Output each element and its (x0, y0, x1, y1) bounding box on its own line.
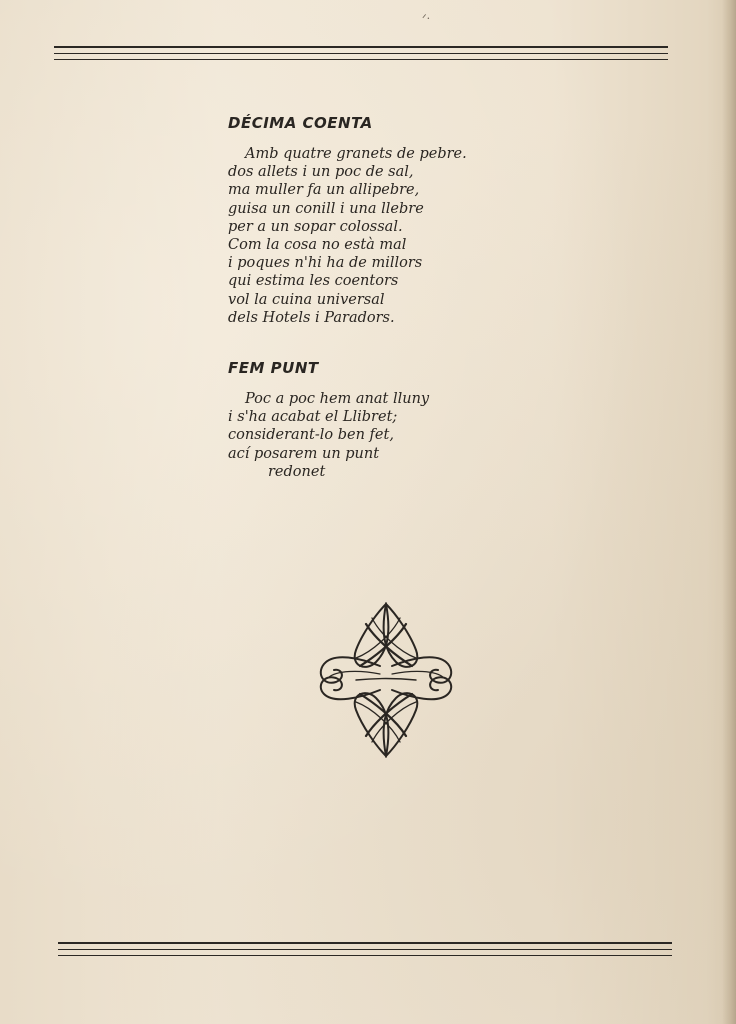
rule-line (54, 46, 668, 48)
page-edge-shadow (722, 0, 736, 1024)
top-double-rule (54, 46, 668, 65)
poem-line: vol la cuina universal (228, 291, 385, 308)
poem-fem-punt (228, 359, 528, 481)
poem-line: ma muller fa un allipebre, (228, 182, 420, 199)
rule-line (58, 949, 672, 950)
rule-line (54, 59, 668, 60)
poem-line: redonet (268, 463, 326, 480)
poem-line: per a un sopar colossal. (228, 218, 403, 235)
poem-line: ací posarem un punt (228, 445, 380, 462)
poem-line: considerant-lo ben fet, (228, 427, 394, 444)
rule-line (54, 53, 668, 54)
poem-line: Com la cosa no està mal (228, 237, 407, 254)
poem-line: i poques n'hi ha de millors (228, 255, 423, 272)
rule-line (58, 955, 672, 956)
ink-speck: ᐟ· (422, 12, 431, 25)
poem-title: DÉCIMA COENTA (228, 114, 373, 132)
poem-line: dels Hotels i Paradors. (228, 309, 395, 326)
calligraphic-flourish-icon (316, 600, 456, 760)
poem-content (228, 114, 528, 513)
poem-line: Amb quatre granets de pebre. (245, 146, 467, 162)
bottom-double-rule (58, 942, 672, 961)
rule-line (58, 942, 672, 944)
poem-title: FEM PUNT (228, 359, 319, 378)
poem-lines (228, 145, 528, 327)
poem-line: dos allets i un poc de sal, (228, 164, 414, 181)
poem-lines (228, 390, 528, 481)
poem-line: Poc a poc hem anat lluny (245, 391, 430, 408)
poem-line: guisa un conill i una llebre (228, 200, 424, 217)
poem-line: i s'ha acabat el Llibret; (228, 409, 398, 426)
poem-line: qui estima les coentors (228, 273, 399, 290)
poem-decima-coenta (228, 114, 528, 327)
